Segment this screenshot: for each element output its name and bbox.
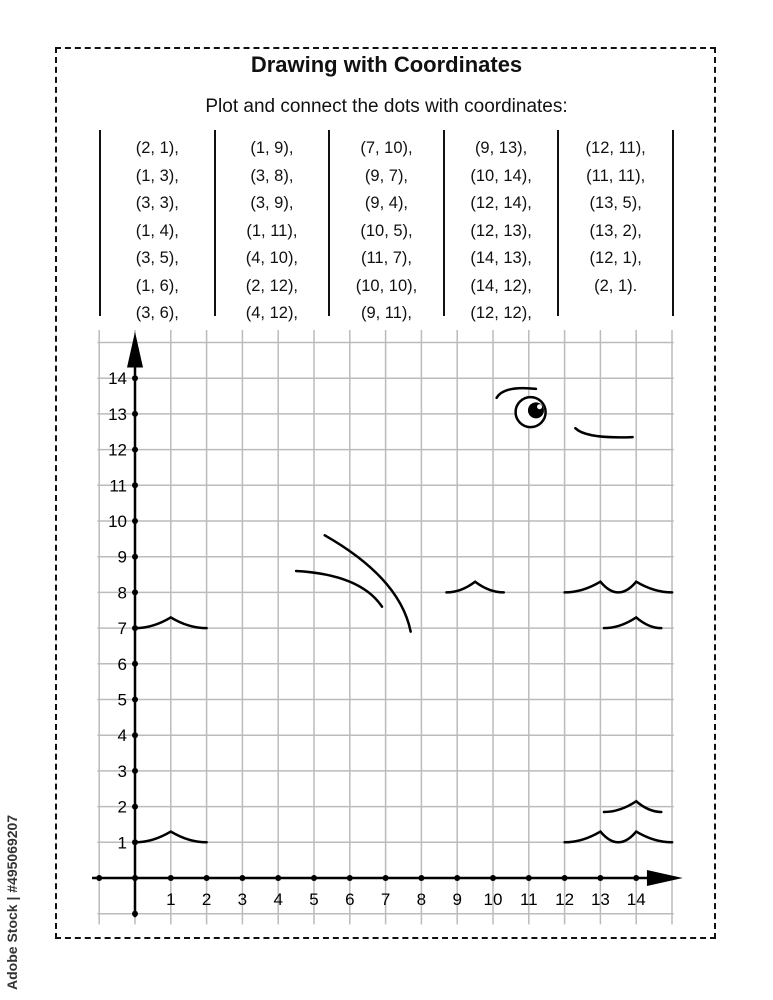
x-tick-label: 6 [345,890,355,909]
fin-stroke [325,535,411,631]
x-tick-label: 3 [237,890,248,909]
axis-dot [132,661,138,667]
axis-dot [132,518,138,524]
coordinate-pair: (3, 6), [135,304,179,322]
y-tick-label: 10 [108,512,127,531]
coordinate-pair: (10, 5), [360,221,413,240]
coordinate-pair: (10, 10), [355,276,418,295]
axis-dot [132,768,138,774]
axis-dot [526,875,532,881]
axis-dot [132,447,138,453]
wave-stroke [446,582,503,593]
coordinate-pair: (9, 7), [364,166,409,185]
coordinate-pair: (9, 11), [360,304,412,322]
x-tick-label: 4 [273,890,283,909]
y-tick-label: 8 [117,583,127,603]
coordinate-pair: (12, 1), [589,249,642,267]
x-tick-label: 9 [452,890,462,909]
coordinate-pair: (2, 1), [135,139,179,157]
axis-dot [132,375,138,381]
y-tick-label: 1 [117,833,127,853]
axis-dot [490,875,496,881]
y-tick-label: 12 [108,440,127,460]
axis-dot [383,875,389,881]
x-axis-arrow-icon [647,870,683,886]
wave-stroke [565,582,672,593]
axis-dot [597,875,603,881]
coordinate-pair: (12, 11), [585,139,646,157]
x-tick-label: 12 [555,890,575,909]
coordinate-pair: (11, 7), [360,249,412,267]
axis-dot [418,875,424,881]
axis-dot [132,804,138,810]
axis-dot [239,875,245,881]
wave-stroke [565,832,672,843]
y-tick-label: 11 [109,476,127,496]
coordinate-pair: (13, 2), [589,221,642,240]
coordinate-pair: (4, 10), [245,249,299,267]
page-title: Drawing with Coordinates [250,52,523,77]
axis-dot [132,697,138,703]
coordinate-pair: (1, 3), [135,166,179,185]
x-tick-label: 8 [416,890,427,909]
coordinate-pair: (7, 10), [360,139,413,157]
y-tick-label: 3 [117,761,127,781]
y-tick-label: 14 [108,369,127,389]
axis-dot [562,875,568,881]
coordinate-pair: (12, 12), [470,304,532,322]
pupil-icon [528,402,544,418]
axis-dot [132,411,138,417]
pupil-highlight [537,404,542,409]
x-tick-label: 14 [626,890,646,909]
coordinate-pair: (3, 5), [135,249,179,267]
coordinate-pair: (1, 6), [135,276,179,295]
wave-stroke [604,617,661,628]
coordinate-pair: (9, 13), [474,139,528,157]
x-tick-label: 1 [166,890,176,909]
watermark: Adobe Stock | #495069207 [4,814,20,990]
coordinate-pair: (3, 3), [135,194,179,212]
y-tick-label: 2 [117,797,127,817]
y-tick-label: 9 [117,547,127,567]
axis-dot [633,875,639,881]
coordinate-pair: (2, 12), [245,276,299,295]
axis-dot [275,875,281,881]
x-tick-label: 5 [309,890,319,909]
axis-dot [96,875,102,881]
y-tick-label: 13 [108,404,127,424]
axis-dot [311,875,317,881]
coordinate-pair: (10, 14), [470,166,532,185]
y-axis-arrow-icon [127,332,143,368]
axis-dot [347,875,353,881]
axis-dot [132,554,138,560]
coordinate-pair: (1, 11), [246,221,298,240]
coordinate-pair: (14, 12), [470,276,532,295]
coordinate-pair: (11, 11), [586,166,646,185]
axis-dot [132,482,138,488]
coordinate-pair: (1, 9), [250,139,294,157]
y-tick-label: 4 [117,726,127,746]
coordinate-pair: (12, 14), [470,194,532,212]
coordinate-pair: (2, 1). [594,276,638,295]
coordinate-pair: (13, 5), [589,194,642,212]
x-tick-label: 13 [590,890,610,909]
coordinate-pair: (3, 9), [250,194,294,212]
x-tick-label: 10 [483,890,503,909]
y-tick-label: 6 [117,654,127,674]
axis-dot [132,732,138,738]
fin-stroke [296,571,382,607]
y-tick-label: 5 [117,690,127,710]
axis-dot [132,911,138,917]
instructions: Plot and connect the dots with coordinates: [205,96,568,117]
coordinate-pair: (3, 8), [250,166,294,185]
x-tick-label: 11 [519,890,538,909]
mouth-stroke [575,428,632,437]
coordinate-pair: (4, 12), [245,304,299,322]
coordinate-pair: (14, 13), [470,249,532,267]
axis-dot [132,589,138,595]
axis-dot [132,875,138,881]
coordinate-pair: (9, 4), [364,194,409,212]
coordinate-pair: (12, 13), [470,221,532,240]
coordinate-pair: (1, 4), [135,221,179,240]
x-tick-label: 7 [380,890,391,909]
axis-dot [168,875,174,881]
axis-dot [454,875,460,881]
axis-dot [204,875,210,881]
x-tick-label: 2 [201,890,212,909]
y-tick-label: 7 [117,619,127,639]
